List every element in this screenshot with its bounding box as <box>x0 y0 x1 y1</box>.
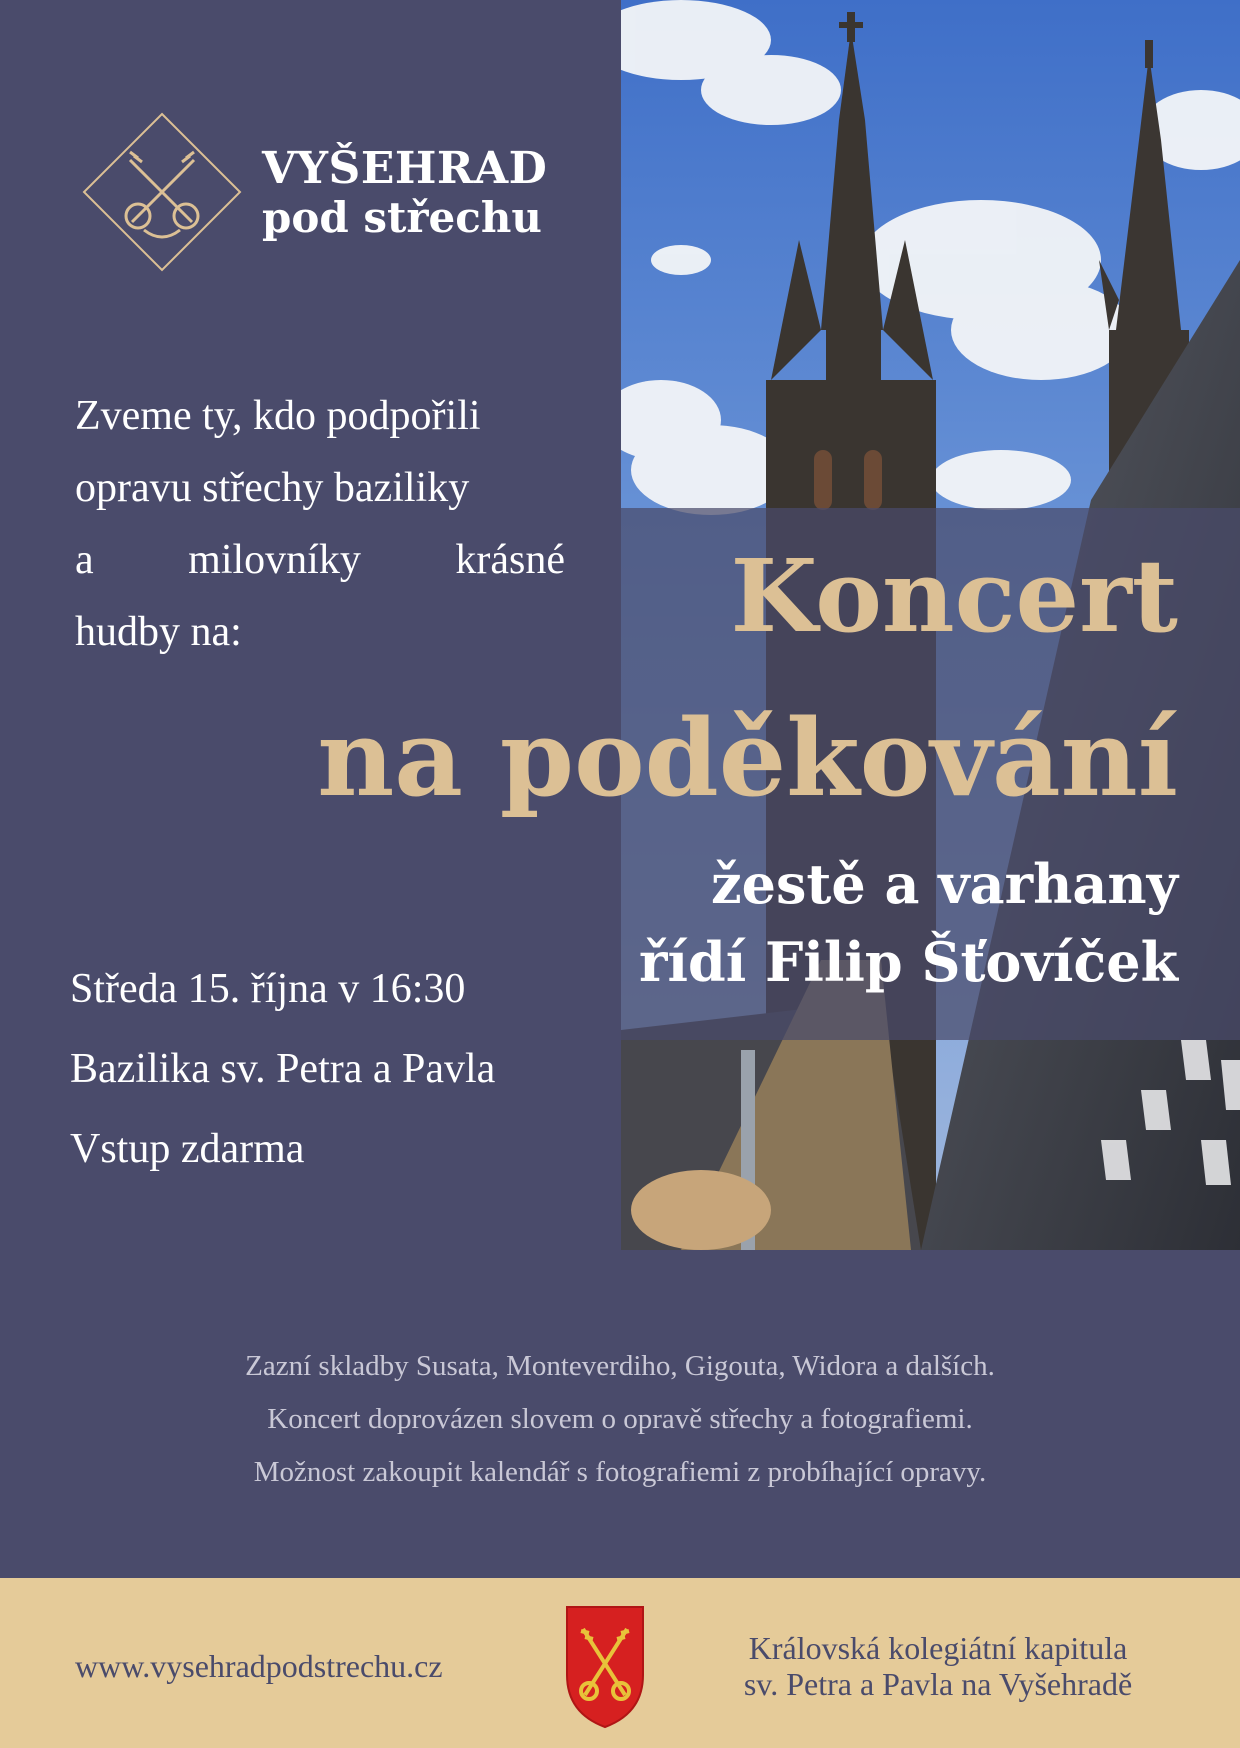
invitation-line: Zveme ty, kdo podpořili <box>75 393 481 439</box>
crossed-keys-icon <box>82 112 242 272</box>
organization-line: sv. Petra a Pavla na Vyšehradě <box>743 1666 1133 1702</box>
invitation-line: opravu střechy baziliky <box>75 465 470 511</box>
invitation-word: milovníky <box>188 537 361 583</box>
program-note: Koncert doprovázen slovem o opravě střechy a fotografiemi. <box>267 1403 973 1435</box>
invitation-word: krásné <box>455 537 565 583</box>
invitation-line <box>75 524 565 596</box>
conductor-line: řídí Filip Šťovíček <box>639 930 1178 994</box>
footer <box>0 1578 1240 1748</box>
organization-name <box>698 1630 1178 1702</box>
invitation-line: hudby na: <box>75 609 242 655</box>
logo-title: VYŠEHRAD <box>262 143 548 194</box>
event-date: Středa 15. října v 16:30 <box>70 966 466 1012</box>
organization-line: Královská kolegiátní kapitula <box>748 1630 1128 1666</box>
invitation-text <box>75 380 565 668</box>
event-venue: Bazilika sv. Petra a Pavla <box>70 1046 496 1092</box>
event-entry: Vstup zdarma <box>70 1126 305 1172</box>
program-note: Možnost zakoupit kalendář s fotografiemi z probíhající opravy. <box>253 1456 987 1488</box>
concert-subtitle: žestě a varhany <box>710 852 1178 916</box>
concert-title-line2: na poděkování <box>317 695 1178 820</box>
logo-subtitle: pod střechu <box>262 193 542 242</box>
program-note: Zazní skladby Susata, Monteverdiho, Gigouta, Widora a dalších. <box>245 1350 995 1382</box>
website-link[interactable]: www.vysehradpodstrechu.cz <box>75 1648 443 1684</box>
shield-crossed-keys-icon <box>565 1605 645 1729</box>
invitation-word: a <box>75 537 94 583</box>
program-notes <box>0 1340 1240 1499</box>
concert-title: Koncert <box>730 537 1178 655</box>
